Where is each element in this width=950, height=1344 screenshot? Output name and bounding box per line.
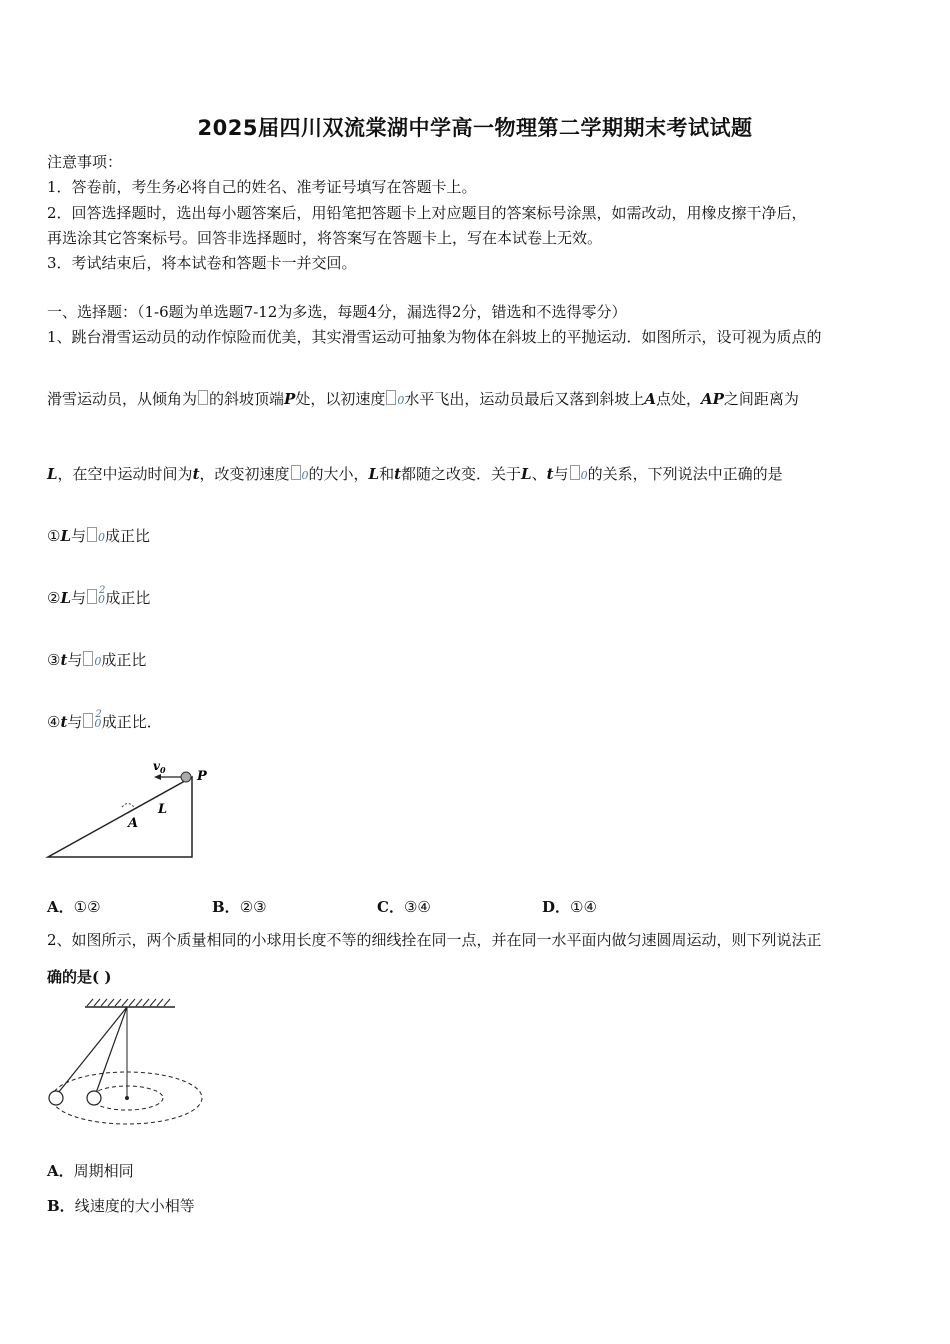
p-label: P	[197, 769, 207, 784]
notice-item: 再选涂其它答案标号。回答非选择题时，将答案写在答题卡上，写在本试卷上无效。	[47, 229, 603, 247]
q2-option-a[interactable]: A．周期相同	[47, 1162, 134, 1180]
v-symbol-icon	[291, 465, 301, 480]
v0-label: $v_0$	[153, 759, 166, 775]
q1-option-b[interactable]: B．②③	[212, 898, 267, 916]
q1-line3: L，在空中运动时间为t，改变初速度 0的大小，L和t都随之改变．关于L、t与 0的关系，下列说法中正确的是	[47, 465, 783, 483]
center-point	[125, 1096, 129, 1100]
long-string	[58, 1007, 127, 1093]
q2-option-b[interactable]: B．线速度的大小相等	[47, 1197, 195, 1215]
v-symbol-icon	[87, 589, 97, 604]
v-symbol-icon	[83, 651, 93, 666]
short-string	[96, 1007, 127, 1093]
page-title: 2025届四川双流棠湖中学高一物理第二学期期末考试试题	[197, 116, 753, 140]
landing-arc	[122, 804, 134, 808]
a-label: A	[128, 816, 139, 831]
notice-heading: 注意事项：	[47, 153, 123, 171]
q1-option-a[interactable]: A．①②	[47, 898, 101, 916]
ball-inner	[87, 1091, 101, 1105]
q1-line2: 滑雪运动员，从倾角为 的斜坡顶端P处，以初速度 0水平飞出，运动员最后又落到斜坡上A点处，AP之间距离为	[47, 390, 799, 408]
q1-statement-1: ①L与 0成正比	[47, 527, 151, 545]
slope-triangle	[48, 777, 192, 857]
q1-statement-3: ③t与 0成正比	[47, 651, 147, 669]
q1-option-d[interactable]: D．①④	[542, 898, 597, 916]
v-symbol-icon	[570, 465, 580, 480]
ball-outer	[49, 1091, 63, 1105]
notice-item: 1．答卷前，考生务必将自己的姓名、准考证号填写在答题卡上。	[47, 178, 477, 196]
q2-line2: 确的是( )	[47, 968, 112, 986]
v-symbol-icon	[83, 713, 93, 728]
q1-statement-2: ②L与 $0^2$成正比	[47, 585, 151, 607]
notice-item: 3．考试结束后，将本试卷和答题卡一并交回。	[47, 254, 357, 272]
slope-diagram	[40, 755, 220, 865]
notice-item: 2．回答选择题时，选出每小题答案后，用铅笔把答题卡上对应题目的答案标号涂黑，如需改动，用橡皮擦干净后，	[47, 204, 807, 222]
q2-line1: 2、如图所示，两个质量相同的小球用长度不等的细线拴在同一点，并在同一水平面内做匀速圆周运动，则下列说法正	[47, 931, 822, 949]
pendulum-diagram	[40, 995, 220, 1130]
skier-ball	[181, 772, 191, 782]
theta-symbol-icon	[198, 390, 208, 405]
ceiling-hatch	[87, 999, 170, 1006]
q1-statement-4: ④t与 $0^2$成正比．	[47, 709, 162, 731]
v-symbol-icon	[87, 527, 97, 542]
q1-line1: 1、跳台滑雪运动员的动作惊险而优美，其实滑雪运动可抽象为物体在斜坡上的平抛运动．如图所示，设可视为质点的	[47, 328, 822, 346]
l-label: L	[158, 802, 168, 817]
v-symbol-icon	[386, 390, 396, 405]
section-heading: 一、选择题：（1-6题为单选题7-12为多选，每题4分，漏选得2分，错选和不选得零分）	[47, 303, 627, 321]
q1-option-c[interactable]: C．③④	[377, 898, 431, 916]
